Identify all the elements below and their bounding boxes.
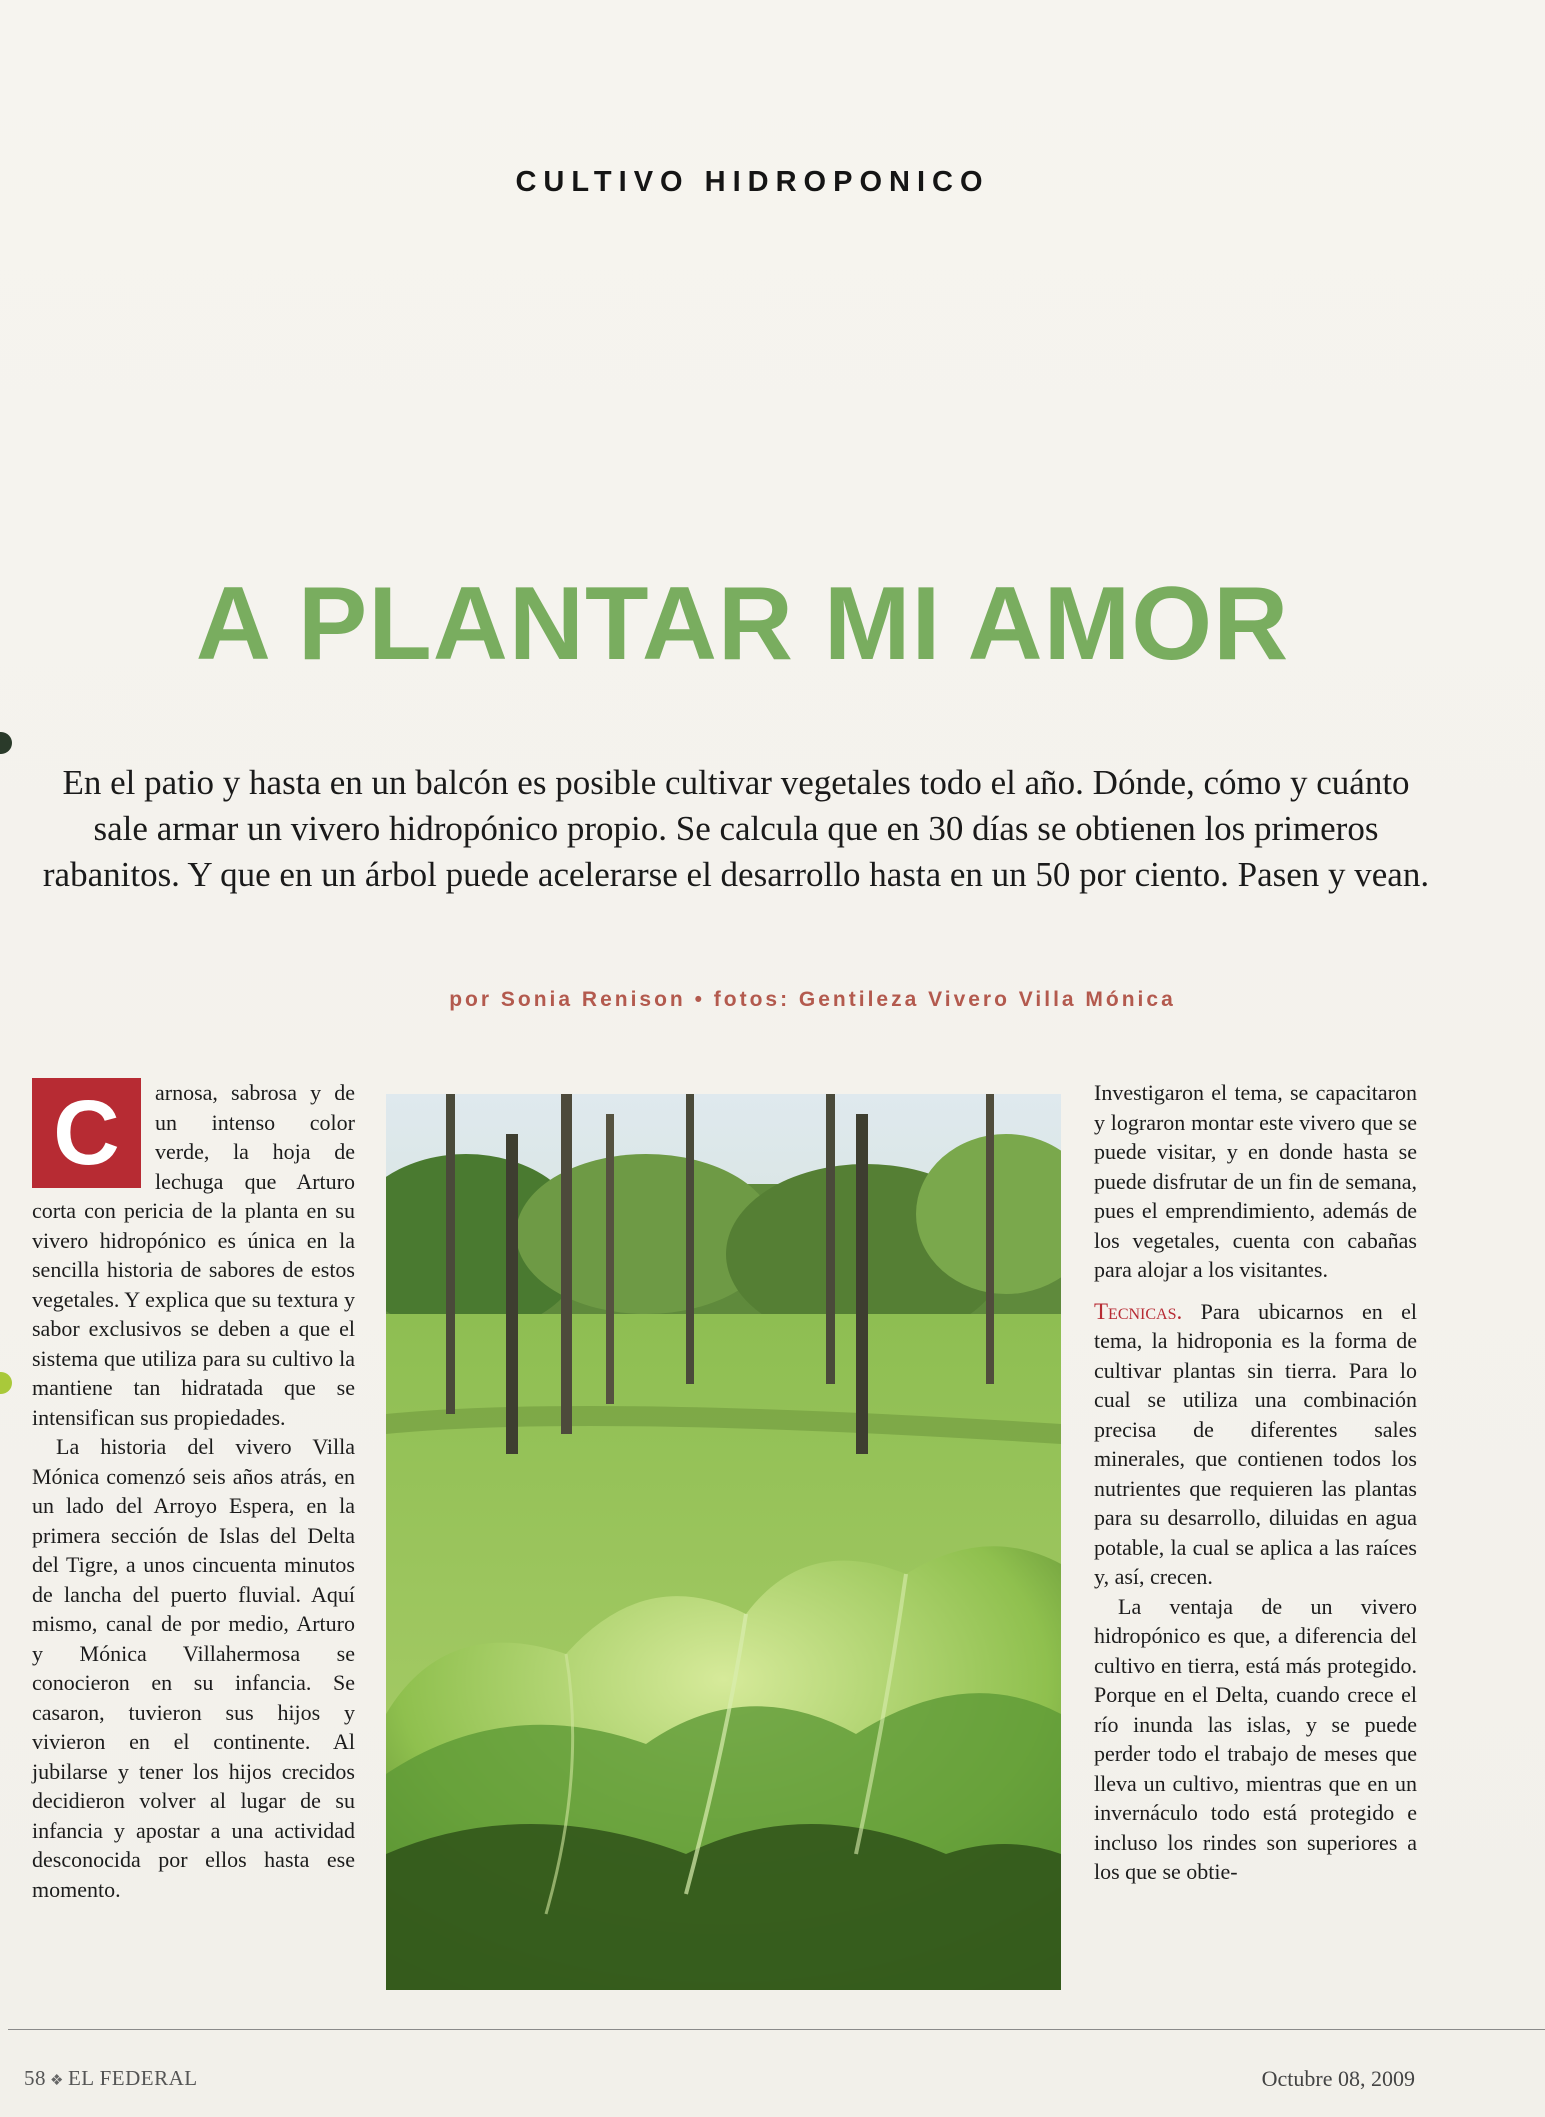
folio bbox=[24, 2066, 198, 2091]
paragraph-tecnicas-text: Para ubicarnos en el tema, la hidroponia es la forma de cultivar plantas sin tierra. Para lo cual se utiliza una combinación precisa de diferentes sales minerales, que contienen todos los nutrientes que requieren las plantas para su desarrollo, diluidas en agua potable, la cual se aplica a las raíces y, así, crecen. bbox=[1094, 1298, 1418, 1589]
edge-mark-dark bbox=[0, 732, 12, 754]
edge-mark-green bbox=[0, 1372, 12, 1394]
drop-cap: C bbox=[32, 1078, 141, 1188]
paragraph-2: La historia del vivero Villa Mónica comenzó seis años atrás, en un lado del Arroyo Espera, en la primera sección de Islas del Delta del Tigre, a unos cincuenta minutos de lancha del puerto fluvial. Aquí mismo, canal de por medio, Arturo y Mónica Villahermosa se conocieron en su infancia. Se casaron, tuvieron sus hijos y vivieron en el continente. Al jubilarse y tener los hijos crecidos decidieron volver al lugar de su infancia y apostar a una actividad desconocida por ellos hasta ese momento. bbox=[32, 1434, 355, 1902]
deck-summary: En el patio y hasta en un balcón es posible cultivar vegetales todo el año. Dónde, cómo y cuánto sale armar un vivero hidropónico propio. Se calcula que en 30 días se obtienen los primeros rabanitos. Y que en un árbol puede acelerarse el desarrollo hasta en un 50 por ciento. Pasen y vean. bbox=[42, 763, 1430, 894]
photo-illustration bbox=[386, 1094, 1061, 1990]
right-column bbox=[1094, 1078, 1417, 1887]
footer-rule bbox=[8, 2029, 1545, 2030]
headline: A PLANTAR MI AMOR bbox=[195, 566, 1290, 682]
left-column bbox=[32, 1078, 355, 1904]
paragraph-3: Investigaron el tema, se capacitaron y lograron montar este vivero que se puede visitar, y en donde hasta se puede disfrutar de un fin de semana, pues el emprendimiento, además de los vegetales, cuenta con cabañas para alojar a los visitantes. bbox=[1094, 1080, 1417, 1282]
diamond-icon: ❖ bbox=[50, 2073, 64, 2089]
byline: por Sonia Renison • fotos: Gentileza Vivero Villa Mónica bbox=[449, 988, 1176, 1011]
paragraph-5: La ventaja de un vivero hidropónico es que, a diferencia del cultivo en tierra, está más protegido. Porque en el Delta, cuando crece el río inunda las islas, y se puede perder todo el trabajo de meses que lleva un cultivo, mientras que en un invernáculo todo está protegido e incluso los rindes son superiores a los que se obtie- bbox=[1094, 1593, 1417, 1884]
paragraph-1-text: arnosa, sabrosa y de un intenso color verde, la hoja de lechuga que Arturo corta con pericia de la planta en su vivero hidropónico es única en la sencilla historia de sabores de estos vegetales. Y explica que su textura y sabor exclusivos se deben a que el sistema que utiliza para su cultivo la mantiene tan hidratada que se intensifican sus propiedades. bbox=[32, 1080, 355, 1430]
section-lead-tecnicas: Tecnicas. bbox=[1094, 1298, 1183, 1324]
paragraph-tecnicas bbox=[1094, 1297, 1417, 1592]
publication-name: EL FEDERAL bbox=[67, 2066, 198, 2090]
issue-date: Octubre 08, 2009 bbox=[1261, 2066, 1415, 2091]
section-label: CULTIVO HIDROPONICO bbox=[515, 166, 990, 198]
paragraph-1 bbox=[32, 1078, 355, 1432]
lettuce-photo bbox=[386, 1094, 1061, 1990]
page-number: 58 bbox=[24, 2066, 46, 2090]
